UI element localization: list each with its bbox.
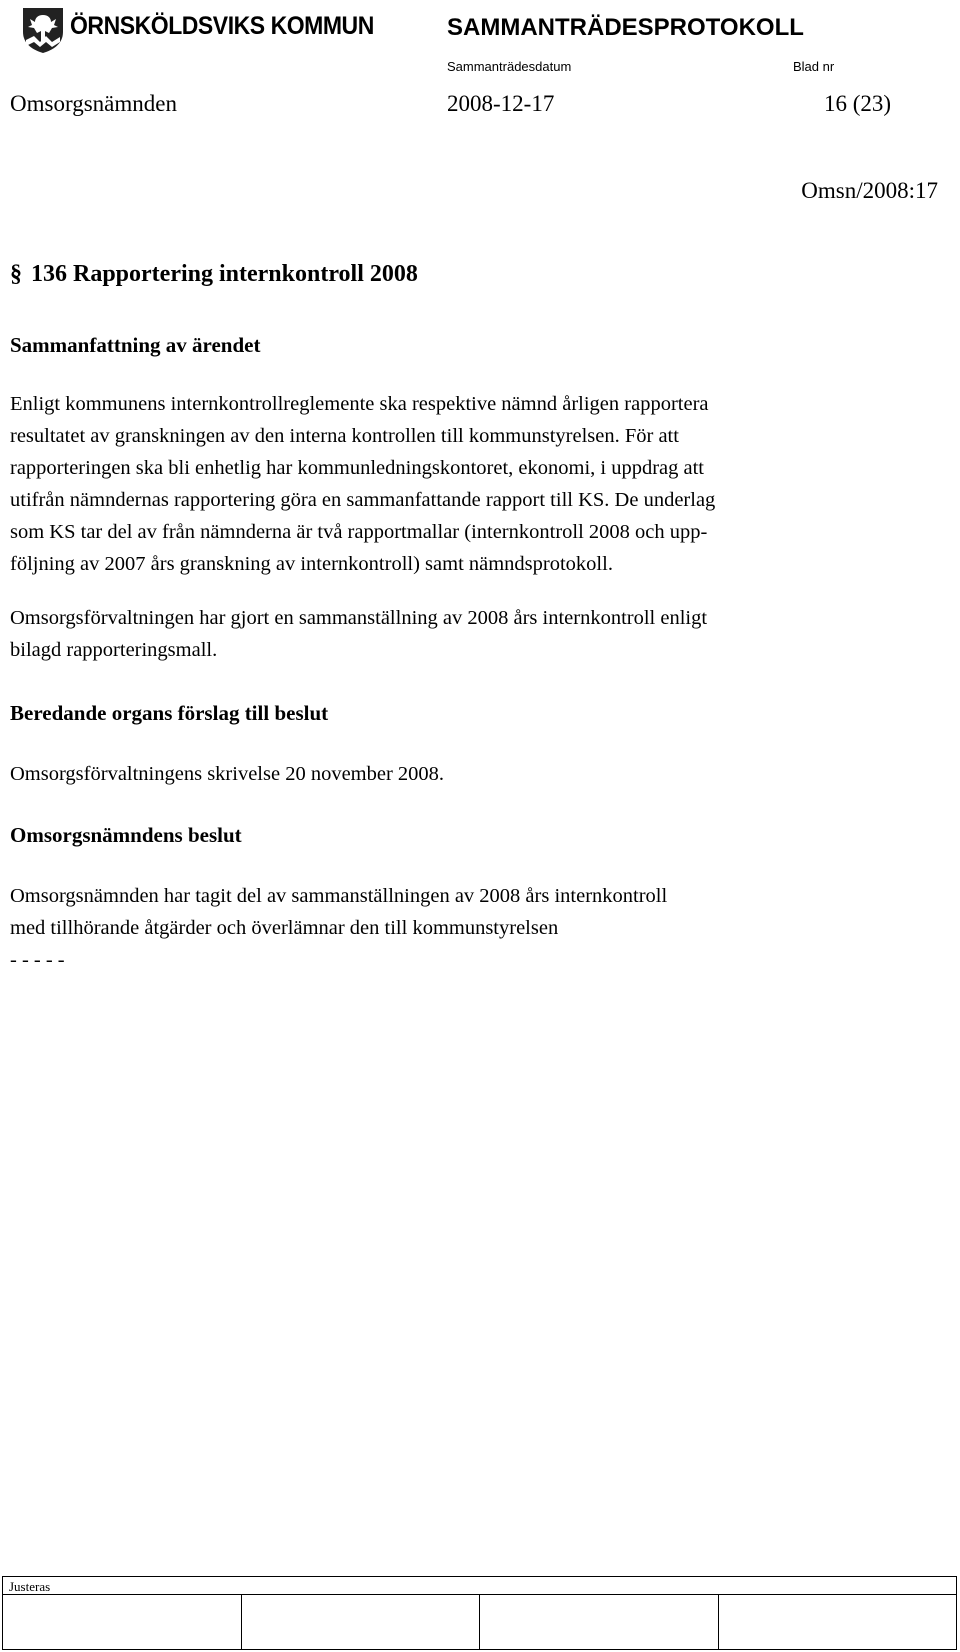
section-title: [10, 261, 418, 288]
page-number-label: Blad nr: [793, 59, 835, 74]
summary-paragraph-1: [10, 388, 930, 580]
proposal-heading: Beredande organs förslag till beslut: [10, 701, 329, 725]
case-number: Omsn/2008:17: [801, 178, 938, 203]
meeting-date-label: Sammanträdesdatum: [447, 59, 572, 74]
text-line: Omsorgsförvaltningens skrivelse 20 november 2008.: [10, 763, 445, 785]
text-line: med tillhörande åtgärder och överlämnar den till kommunstyrelsen: [10, 917, 559, 939]
decision-heading: Omsorgsnämndens beslut: [10, 823, 242, 847]
text-line: resultatet av granskningen av den interna kontrollen till kommunstyrelsen. För att: [10, 425, 679, 447]
signature-cell: [242, 1595, 481, 1649]
signature-table: [2, 1576, 957, 1650]
signature-row: [3, 1594, 956, 1649]
municipality-logo: [20, 6, 66, 54]
text-line: Omsorgsnämnden har tagit del av sammanställningen av 2008 års internkontroll: [10, 885, 668, 907]
text-line: bilagd rapporteringsmall.: [10, 639, 218, 661]
summary-heading: Sammanfattning av ärendet: [10, 333, 261, 357]
text-line: följning av 2007 års granskning av internkontroll) samt nämndsprotokoll.: [10, 553, 613, 575]
text-line: utifrån nämndernas rapportering göra en sammanfattande rapport till KS. De underlag: [10, 489, 716, 511]
signature-cell: [480, 1595, 719, 1649]
decision-text: [10, 880, 930, 976]
summary-paragraph-2: [10, 602, 930, 666]
text-line: rapporteringen ska bli enhetlig har kommunledningskontoret, ekonomi, i uppdrag att: [10, 457, 704, 479]
text-line: Omsorgsförvaltningen har gjort en sammanställning av 2008 års internkontroll enligt: [10, 607, 708, 629]
signature-cell: [719, 1595, 957, 1649]
document-type: SAMMANTRÄDESPROTOKOLL: [447, 14, 804, 41]
signature-cell: [3, 1595, 242, 1649]
meeting-date: 2008-12-17: [447, 91, 555, 116]
proposal-text: [10, 758, 930, 790]
text-line: - - - - -: [10, 949, 65, 971]
section-title-text: 136 Rapportering internkontroll 2008: [31, 261, 418, 287]
text-line: som KS tar del av från nämnderna är två rapportmallar (internkontroll 2008 och upp-: [10, 521, 708, 543]
signature-label: Justeras: [9, 1579, 51, 1594]
org-name: ÖRNSKÖLDSVIKS KOMMUN: [70, 12, 374, 40]
committee-name: Omsorgsnämnden: [10, 91, 177, 116]
section-symbol: §: [10, 261, 22, 287]
page-number: 16 (23): [824, 91, 892, 116]
text-line: Enligt kommunens internkontrollreglemente ska respektive nämnd årligen rapportera: [10, 393, 709, 415]
